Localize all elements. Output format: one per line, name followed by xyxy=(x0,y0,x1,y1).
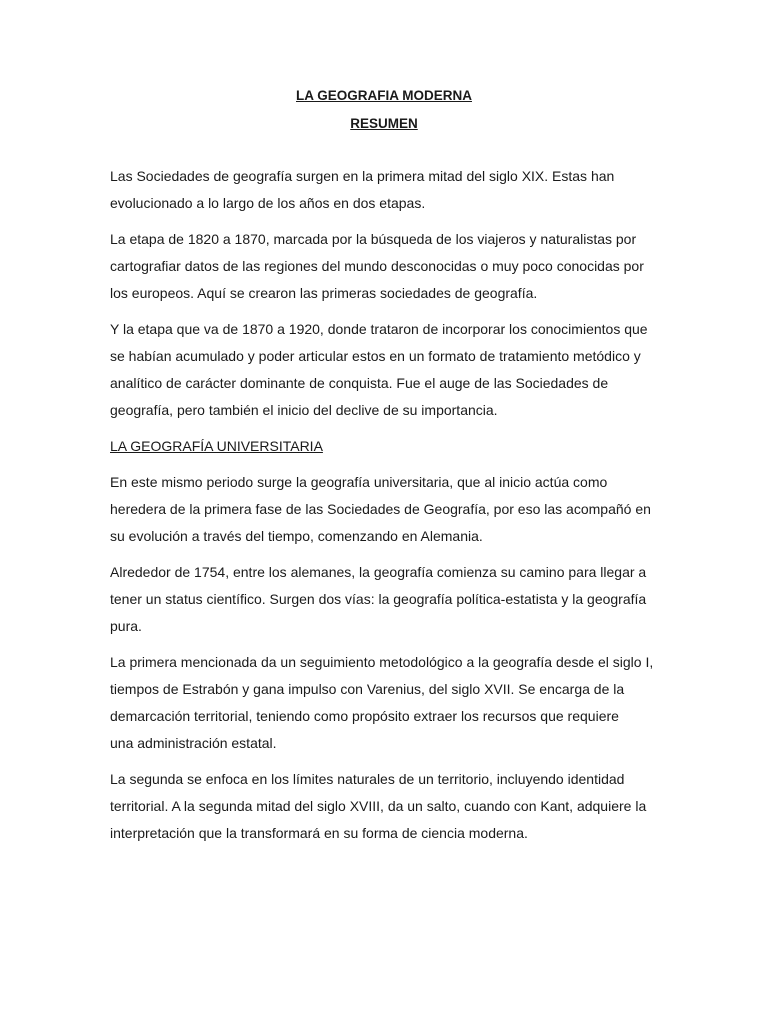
text-line: La primera mencionada da un seguimiento metodológico a la geografía desde el siglo I, xyxy=(110,654,654,670)
text-line: En este mismo periodo surge la geografía universitaria, que al inicio actúa como xyxy=(110,474,608,490)
text-line: La etapa de 1820 a 1870, marcada por la búsqueda de los viajeros y naturalistas por xyxy=(110,231,637,247)
text-line: Alrededor de 1754, entre los alemanes, la geografía comienza su camino para llegar a xyxy=(110,564,647,580)
document-title: LA GEOGRAFIA MODERNA xyxy=(296,88,472,103)
text-line: geografía, pero también el inicio del declive de su importancia. xyxy=(110,402,498,418)
text-line: analítico de carácter dominante de conquista. Fue el auge de las Sociedades de xyxy=(110,375,609,391)
text-line: evolucionado a lo largo de los años en dos etapas. xyxy=(110,195,426,211)
text-line: Y la etapa que va de 1870 a 1920, donde trataron de incorporar los conocimientos que xyxy=(110,321,648,337)
document-subtitle: RESUMEN xyxy=(350,116,418,131)
section-heading: LA GEOGRAFÍA UNIVERSITARIA xyxy=(110,438,323,454)
paragraph xyxy=(110,163,662,217)
text-line: heredera de la primera fase de las Sociedades de Geografía, por eso las acompañó en xyxy=(110,501,651,517)
paragraph xyxy=(110,559,662,640)
text-line: los europeos. Aquí se crearon las primeras sociedades de geografía. xyxy=(110,285,538,301)
text-line: tener un status científico. Surgen dos vías: la geografía política-estatista y la geografía xyxy=(110,591,647,607)
text-line: Las Sociedades de geografía surgen en la primera mitad del siglo XIX. Estas han xyxy=(110,168,615,184)
paragraph xyxy=(110,469,662,550)
text-line: interpretación que la transformará en su forma de ciencia moderna. xyxy=(110,825,528,841)
text-line: territorial. A la segunda mitad del siglo XVIII, da un salto, cuando con Kant, adquiere la xyxy=(110,798,647,814)
paragraph xyxy=(110,766,662,847)
paragraph xyxy=(110,649,662,757)
text-line: cartografiar datos de las regiones del mundo desconocidas o muy poco conocidas por xyxy=(110,258,644,274)
text-line: La segunda se enfoca en los límites naturales de un territorio, incluyendo identidad xyxy=(110,771,625,787)
text-line: demarcación territorial, teniendo como propósito extraer los recursos que requiere xyxy=(110,708,619,724)
text-line: una administración estatal. xyxy=(110,735,277,751)
paragraph xyxy=(110,226,662,307)
text-line: pura. xyxy=(110,618,142,634)
text-line: su evolución a través del tiempo, comenzando en Alemania. xyxy=(110,528,483,544)
text-line: tiempos de Estrabón y gana impulso con Varenius, del siglo XVII. Se encarga de la xyxy=(110,681,625,697)
text-line: se habían acumulado y poder articular estos en un formato de tratamiento metódico y xyxy=(110,348,641,364)
document-body xyxy=(110,163,662,856)
paragraph xyxy=(110,316,662,424)
